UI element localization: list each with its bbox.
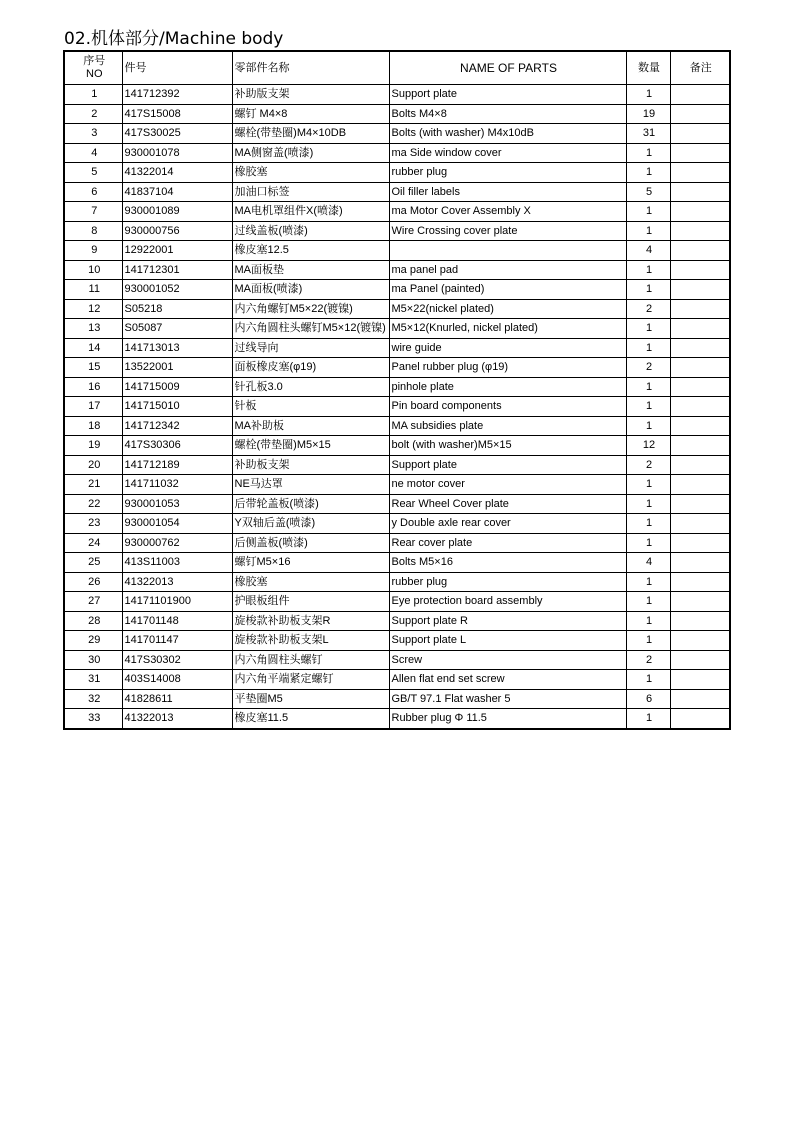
cell-name-cn: MA补助板 (232, 416, 389, 436)
cell-remarks (670, 631, 730, 651)
cell-quantity: 1 (626, 475, 670, 495)
cell-quantity: 1 (626, 163, 670, 183)
cell-name-cn: 螺栓(带垫圈)M4×10DB (232, 124, 389, 144)
table-row (64, 553, 730, 573)
table-row (64, 631, 730, 651)
cell-name-cn: MA侧窗盖(喷漆) (232, 143, 389, 163)
table-row (64, 455, 730, 475)
cell-no: 13 (64, 319, 122, 339)
cell-part-number: 930001089 (122, 202, 232, 222)
cell-name-en: Pin board components (389, 397, 626, 417)
cell-no: 4 (64, 143, 122, 163)
cell-name-en: M5×12(Knurled, nickel plated) (389, 319, 626, 339)
cell-part-number: S05087 (122, 319, 232, 339)
table-row (64, 533, 730, 553)
cell-no: 23 (64, 514, 122, 534)
cell-no: 31 (64, 670, 122, 690)
cell-part-number: 41828611 (122, 689, 232, 709)
cell-part-number: 417S15008 (122, 104, 232, 124)
cell-remarks (670, 124, 730, 144)
cell-name-cn: 螺钉 M4×8 (232, 104, 389, 124)
cell-name-cn: Y双轴后盖(喷漆) (232, 514, 389, 534)
cell-part-number: 13522001 (122, 358, 232, 378)
cell-part-number: 141715010 (122, 397, 232, 417)
cell-part-number: 930001078 (122, 143, 232, 163)
parts-table (63, 50, 731, 730)
cell-part-number: 141701148 (122, 611, 232, 631)
cell-remarks (670, 143, 730, 163)
cell-name-en: Panel rubber plug (φ19) (389, 358, 626, 378)
cell-no: 24 (64, 533, 122, 553)
cell-remarks (670, 163, 730, 183)
cell-name-en: ma panel pad (389, 260, 626, 280)
cell-quantity: 1 (626, 709, 670, 729)
cell-no: 28 (64, 611, 122, 631)
cell-name-en: ma Panel (painted) (389, 280, 626, 300)
cell-name-en: M5×22(nickel plated) (389, 299, 626, 319)
cell-part-number: 41322013 (122, 572, 232, 592)
cell-no: 12 (64, 299, 122, 319)
cell-quantity: 12 (626, 436, 670, 456)
cell-remarks (670, 611, 730, 631)
header-quantity: 数量 (626, 51, 670, 85)
cell-name-cn: 橡胶塞 (232, 572, 389, 592)
cell-name-en: rubber plug (389, 163, 626, 183)
cell-no: 26 (64, 572, 122, 592)
cell-name-cn: 补助版支架 (232, 85, 389, 105)
cell-remarks (670, 592, 730, 612)
cell-remarks (670, 475, 730, 495)
header-no-en: NO (86, 68, 103, 80)
cell-name-cn: 螺栓(带垫圈)M5×15 (232, 436, 389, 456)
cell-no: 3 (64, 124, 122, 144)
cell-name-en: Allen flat end set screw (389, 670, 626, 690)
cell-no: 21 (64, 475, 122, 495)
header-no (64, 51, 122, 85)
cell-quantity: 1 (626, 514, 670, 534)
cell-remarks (670, 436, 730, 456)
cell-part-number: 41322013 (122, 709, 232, 729)
cell-name-cn: 旋梭款补助板支架L (232, 631, 389, 651)
cell-remarks (670, 533, 730, 553)
cell-part-number: S05218 (122, 299, 232, 319)
cell-quantity: 1 (626, 592, 670, 612)
cell-remarks (670, 299, 730, 319)
cell-no: 15 (64, 358, 122, 378)
cell-no: 18 (64, 416, 122, 436)
cell-name-en: Support plate (389, 455, 626, 475)
cell-name-cn: 橡胶塞 (232, 163, 389, 183)
cell-remarks (670, 397, 730, 417)
cell-quantity: 1 (626, 280, 670, 300)
cell-name-cn: 螺钉M5×16 (232, 553, 389, 573)
cell-quantity: 1 (626, 416, 670, 436)
cell-no: 19 (64, 436, 122, 456)
cell-part-number: 141712342 (122, 416, 232, 436)
cell-no: 22 (64, 494, 122, 514)
cell-name-en: Rear cover plate (389, 533, 626, 553)
cell-no: 17 (64, 397, 122, 417)
cell-quantity: 1 (626, 631, 670, 651)
cell-part-number: 930000762 (122, 533, 232, 553)
cell-quantity: 1 (626, 397, 670, 417)
cell-part-number: 930001053 (122, 494, 232, 514)
cell-quantity: 2 (626, 455, 670, 475)
cell-name-en: pinhole plate (389, 377, 626, 397)
cell-part-number: 417S30025 (122, 124, 232, 144)
cell-name-cn: 过线盖板(喷漆) (232, 221, 389, 241)
cell-name-en: GB/T 97.1 Flat washer 5 (389, 689, 626, 709)
cell-no: 33 (64, 709, 122, 729)
cell-no: 30 (64, 650, 122, 670)
cell-name-en: rubber plug (389, 572, 626, 592)
cell-part-number: 930001052 (122, 280, 232, 300)
cell-no: 5 (64, 163, 122, 183)
cell-name-en: Oil filler labels (389, 182, 626, 202)
cell-quantity: 2 (626, 358, 670, 378)
cell-name-cn: 内六角圆柱头螺钉 (232, 650, 389, 670)
cell-name-en: y Double axle rear cover (389, 514, 626, 534)
cell-name-en: ma Motor Cover Assembly X (389, 202, 626, 222)
header-part-number: 件号 (122, 51, 232, 85)
table-row (64, 221, 730, 241)
cell-remarks (670, 85, 730, 105)
cell-name-en: Eye protection board assembly (389, 592, 626, 612)
cell-part-number: 930001054 (122, 514, 232, 534)
table-row (64, 611, 730, 631)
cell-quantity: 6 (626, 689, 670, 709)
table-row (64, 358, 730, 378)
cell-quantity: 1 (626, 611, 670, 631)
cell-part-number: 41837104 (122, 182, 232, 202)
cell-remarks (670, 709, 730, 729)
cell-quantity: 5 (626, 182, 670, 202)
table-row (64, 709, 730, 729)
cell-remarks (670, 650, 730, 670)
cell-quantity: 1 (626, 202, 670, 222)
table-row (64, 338, 730, 358)
table-row (64, 202, 730, 222)
cell-name-en: Bolts M5×16 (389, 553, 626, 573)
table-row (64, 182, 730, 202)
cell-name-cn: MA面板(喷漆) (232, 280, 389, 300)
cell-quantity: 1 (626, 572, 670, 592)
cell-no: 14 (64, 338, 122, 358)
cell-part-number: 14171101900 (122, 592, 232, 612)
cell-part-number: 141701147 (122, 631, 232, 651)
cell-remarks (670, 670, 730, 690)
table-row (64, 592, 730, 612)
table-row (64, 124, 730, 144)
cell-remarks (670, 338, 730, 358)
table-row (64, 143, 730, 163)
cell-part-number: 141715009 (122, 377, 232, 397)
cell-name-cn: 橡皮塞12.5 (232, 241, 389, 261)
cell-name-cn: 面板橡皮塞(φ19) (232, 358, 389, 378)
cell-name-cn: 内六角圆柱头螺钉M5×12(镀镍) (232, 319, 389, 339)
cell-remarks (670, 514, 730, 534)
cell-quantity: 1 (626, 85, 670, 105)
cell-name-cn: NE马达罩 (232, 475, 389, 495)
cell-name-cn: 内六角平端紧定螺钉 (232, 670, 389, 690)
cell-name-en: Rear Wheel Cover plate (389, 494, 626, 514)
cell-quantity: 1 (626, 221, 670, 241)
cell-quantity: 1 (626, 377, 670, 397)
cell-no: 9 (64, 241, 122, 261)
cell-remarks (670, 494, 730, 514)
cell-name-en: Rubber plug Φ 11.5 (389, 709, 626, 729)
cell-name-cn: 补助板支架 (232, 455, 389, 475)
cell-name-en: Bolts M4×8 (389, 104, 626, 124)
table-row (64, 241, 730, 261)
cell-quantity: 4 (626, 241, 670, 261)
cell-quantity: 1 (626, 670, 670, 690)
cell-part-number: 413S11003 (122, 553, 232, 573)
cell-part-number: 930000756 (122, 221, 232, 241)
header-name-cn: 零部件名称 (232, 51, 389, 85)
cell-no: 11 (64, 280, 122, 300)
cell-quantity: 2 (626, 299, 670, 319)
cell-no: 20 (64, 455, 122, 475)
table-row (64, 650, 730, 670)
cell-quantity: 19 (626, 104, 670, 124)
cell-part-number: 141711032 (122, 475, 232, 495)
cell-remarks (670, 280, 730, 300)
cell-no: 16 (64, 377, 122, 397)
cell-name-cn: 平垫圈M5 (232, 689, 389, 709)
cell-remarks (670, 319, 730, 339)
cell-name-en: bolt (with washer)M5×15 (389, 436, 626, 456)
cell-part-number: 12922001 (122, 241, 232, 261)
cell-remarks (670, 104, 730, 124)
cell-part-number: 141712301 (122, 260, 232, 280)
cell-name-cn: 后侧盖板(喷漆) (232, 533, 389, 553)
cell-remarks (670, 553, 730, 573)
cell-no: 25 (64, 553, 122, 573)
cell-name-cn: 橡皮塞11.5 (232, 709, 389, 729)
table-row (64, 280, 730, 300)
cell-remarks (670, 689, 730, 709)
table-row (64, 514, 730, 534)
table-row (64, 260, 730, 280)
cell-no: 10 (64, 260, 122, 280)
cell-no: 1 (64, 85, 122, 105)
cell-name-en: MA subsidies plate (389, 416, 626, 436)
cell-name-cn: 后带轮盖板(喷漆) (232, 494, 389, 514)
cell-remarks (670, 572, 730, 592)
cell-name-en: ma Side window cover (389, 143, 626, 163)
table-row (64, 670, 730, 690)
cell-remarks (670, 416, 730, 436)
table-row (64, 416, 730, 436)
parts-table-body (64, 85, 730, 729)
cell-no: 32 (64, 689, 122, 709)
cell-name-en: Support plate R (389, 611, 626, 631)
cell-part-number: 403S14008 (122, 670, 232, 690)
cell-name-cn: 旋梭款补助板支架R (232, 611, 389, 631)
cell-no: 27 (64, 592, 122, 612)
cell-name-cn: 护眼板组件 (232, 592, 389, 612)
cell-name-cn: MA面板垫 (232, 260, 389, 280)
header-no-cn: 序号 (83, 55, 106, 67)
cell-no: 7 (64, 202, 122, 222)
cell-remarks (670, 182, 730, 202)
cell-remarks (670, 260, 730, 280)
cell-remarks (670, 202, 730, 222)
cell-name-en: Support plate (389, 85, 626, 105)
table-row (64, 494, 730, 514)
cell-name-en: Support plate L (389, 631, 626, 651)
cell-name-en: Bolts (with washer) M4x10dB (389, 124, 626, 144)
cell-part-number: 41322014 (122, 163, 232, 183)
cell-name-en: ne motor cover (389, 475, 626, 495)
cell-name-en: Screw (389, 650, 626, 670)
cell-quantity: 1 (626, 533, 670, 553)
table-row (64, 377, 730, 397)
cell-name-en: Wire Crossing cover plate (389, 221, 626, 241)
cell-part-number: 141712392 (122, 85, 232, 105)
table-row (64, 475, 730, 495)
cell-name-en: wire guide (389, 338, 626, 358)
cell-no: 6 (64, 182, 122, 202)
cell-no: 2 (64, 104, 122, 124)
cell-quantity: 1 (626, 338, 670, 358)
cell-quantity: 4 (626, 553, 670, 573)
cell-name-cn: 加油口标签 (232, 182, 389, 202)
cell-remarks (670, 358, 730, 378)
header-remarks: 备注 (670, 51, 730, 85)
table-row (64, 436, 730, 456)
cell-quantity: 1 (626, 319, 670, 339)
cell-remarks (670, 455, 730, 475)
header-name-en: NAME OF PARTS (389, 51, 626, 85)
cell-remarks (670, 221, 730, 241)
cell-name-cn: 内六角螺钉M5×22(镀镍) (232, 299, 389, 319)
table-row (64, 572, 730, 592)
cell-name-cn: MA电机罩组件X(喷漆) (232, 202, 389, 222)
cell-remarks (670, 241, 730, 261)
cell-no: 8 (64, 221, 122, 241)
cell-part-number: 141712189 (122, 455, 232, 475)
cell-name-en (389, 241, 626, 261)
cell-name-cn: 过线导向 (232, 338, 389, 358)
cell-quantity: 31 (626, 124, 670, 144)
cell-quantity: 1 (626, 494, 670, 514)
table-row (64, 689, 730, 709)
table-row (64, 299, 730, 319)
cell-part-number: 141713013 (122, 338, 232, 358)
table-header-row (64, 51, 730, 85)
cell-quantity: 2 (626, 650, 670, 670)
cell-name-cn: 针板 (232, 397, 389, 417)
cell-quantity: 1 (626, 260, 670, 280)
cell-part-number: 417S30302 (122, 650, 232, 670)
cell-remarks (670, 377, 730, 397)
cell-part-number: 417S30306 (122, 436, 232, 456)
cell-quantity: 1 (626, 143, 670, 163)
table-row (64, 319, 730, 339)
cell-name-cn: 针孔板3.0 (232, 377, 389, 397)
cell-no: 29 (64, 631, 122, 651)
table-row (64, 104, 730, 124)
table-row (64, 85, 730, 105)
table-row (64, 163, 730, 183)
page-title: 02.机体部分/Machine body (64, 29, 284, 49)
table-row (64, 397, 730, 417)
